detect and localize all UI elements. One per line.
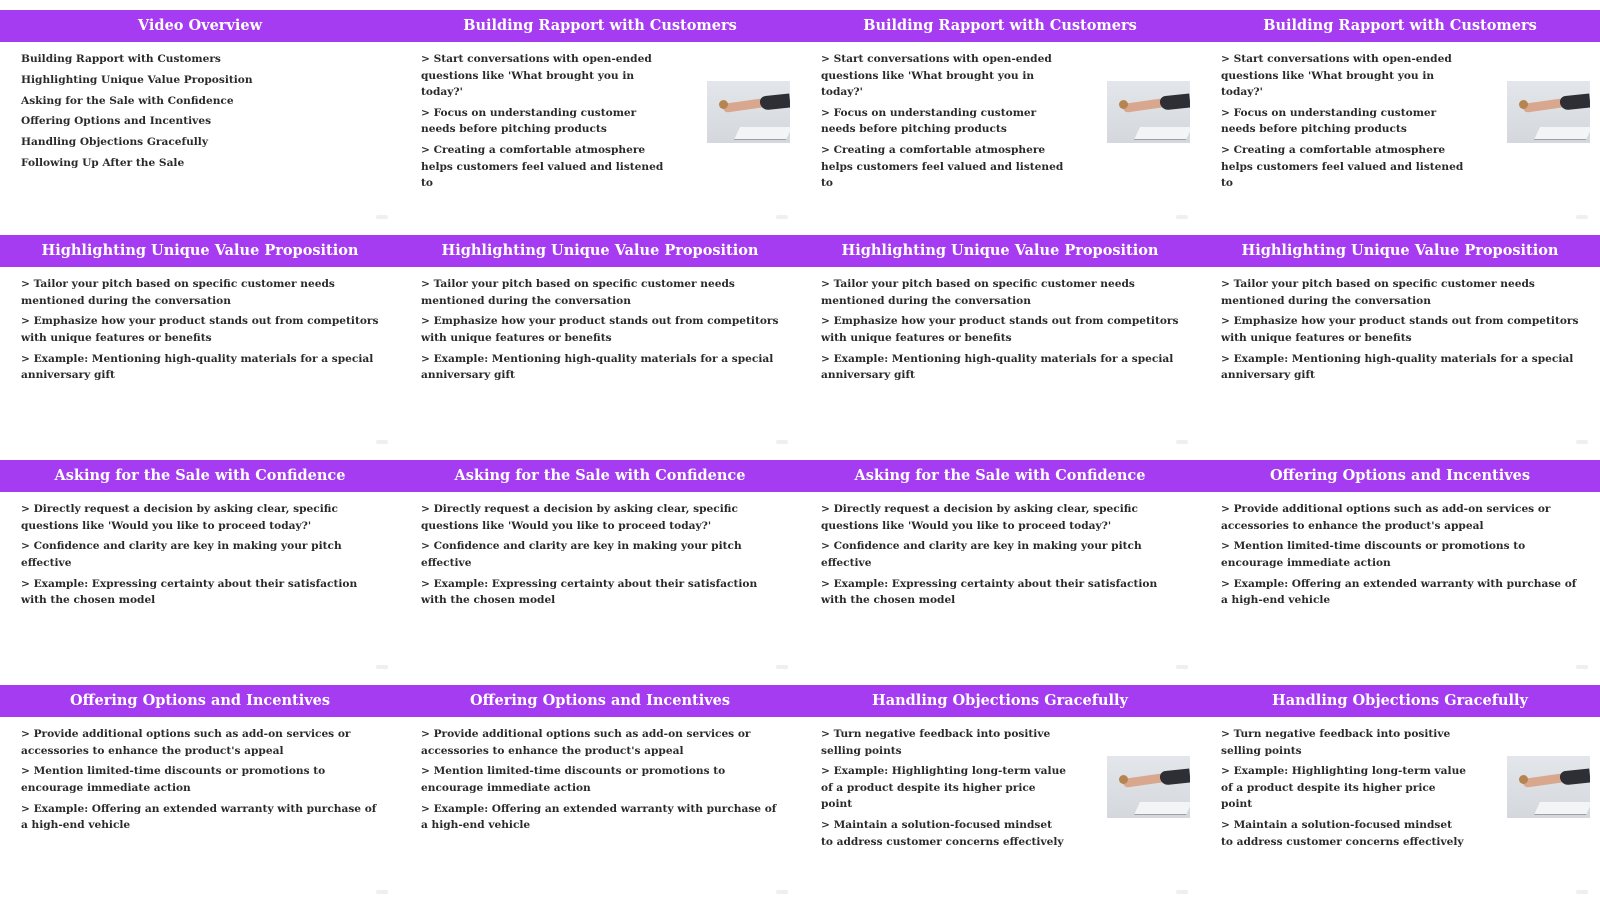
watermark-logo [1176, 440, 1188, 444]
bullet-item: > Provide additional options such as add-on services or accessories to enhance the product's appeal [21, 728, 351, 757]
watermark-logo [1176, 890, 1188, 894]
watermark-logo [376, 665, 388, 669]
slide-unique-value[interactable] [800, 225, 1200, 450]
slide-title: Offering Options and Incentives [400, 685, 800, 717]
bullet-item: > Maintain a solution-focused mindset to address customer concerns effectively [821, 819, 1064, 848]
slide-title: Offering Options and Incentives [1200, 460, 1600, 492]
slide-bullets [821, 726, 1066, 855]
overview-list [21, 51, 381, 176]
bullet-item: > Start conversations with open-ended questions like 'What brought you in today?' [1221, 53, 1452, 98]
overview-item: Highlighting Unique Value Proposition [21, 73, 253, 86]
slide-handling-objections[interactable] [800, 675, 1200, 900]
bullet-item: > Example: Mentioning high-quality materials for a special anniversary gift [21, 352, 374, 382]
bullet-item: > Example: Mentioning high-quality materials for a special anniversary gift [821, 352, 1174, 382]
watermark-logo [376, 215, 388, 219]
bullet-item: > Creating a comfortable atmosphere helps customers feel valued and listened to [1221, 144, 1464, 190]
slide-offering-options[interactable] [400, 675, 800, 900]
slide-bullets [1221, 501, 1581, 613]
overview-item: Building Rapport with Customers [21, 53, 221, 65]
watermark-logo [376, 890, 388, 894]
bullet-item: > Mention limited-time discounts or promotions to encourage immediate action [21, 765, 326, 794]
slide-asking-for-sale[interactable] [400, 450, 800, 675]
bullet-item: > Focus on understanding customer needs before pitching products [421, 106, 637, 136]
bullet-item: > Example: Offering an extended warranty with purchase of a high-end vehicle [1221, 577, 1577, 607]
bullet-item: > Confidence and clarity are key in making your pitch effective [821, 540, 1142, 569]
slide-unique-value[interactable] [1200, 225, 1600, 450]
bullet-item: > Provide additional options such as add-on services or accessories to enhance the product's appeal [1221, 503, 1551, 532]
watermark-logo [776, 665, 788, 669]
bullet-item: > Emphasize how your product stands out from competitors with unique features or benefits [21, 315, 379, 344]
slide-asking-for-sale[interactable] [0, 450, 400, 675]
slide-building-rapport[interactable] [800, 0, 1200, 225]
slide-bullets [21, 501, 381, 613]
slide-title: Handling Objections Gracefully [1200, 685, 1600, 717]
slide-bullets [1221, 276, 1581, 388]
slide-bullets [1221, 51, 1466, 196]
watermark-logo [1576, 215, 1588, 219]
slide-offering-options[interactable] [0, 675, 400, 900]
watermark-logo [776, 440, 788, 444]
bullet-item: > Start conversations with open-ended questions like 'What brought you in today?' [821, 53, 1052, 98]
slide-title: Asking for the Sale with Confidence [400, 460, 800, 492]
slide-title: Building Rapport with Customers [400, 10, 800, 42]
slide-title: Asking for the Sale with Confidence [800, 460, 1200, 492]
bullet-item: > Emphasize how your product stands out from competitors with unique features or benefits [421, 315, 779, 344]
bullet-item: > Example: Highlighting long-term value of a product despite its higher price point [821, 765, 1067, 811]
handshake-image [1107, 756, 1190, 818]
slide-title: Asking for the Sale with Confidence [0, 460, 400, 492]
bullet-item: > Directly request a decision by asking clear, specific questions like 'Would you like to proceed today?' [21, 503, 338, 532]
bullet-item: > Creating a comfortable atmosphere helps customers feel valued and listened to [821, 144, 1064, 190]
slide-unique-value[interactable] [400, 225, 800, 450]
slide-title: Offering Options and Incentives [0, 685, 400, 717]
slide-bullets [21, 726, 381, 838]
overview-item: Handling Objections Gracefully [21, 136, 208, 149]
slide-building-rapport[interactable] [1200, 0, 1600, 225]
handshake-image [1507, 756, 1590, 818]
overview-item: Offering Options and Incentives [21, 115, 212, 128]
slide-bullets [421, 51, 666, 196]
slide-title: Highlighting Unique Value Proposition [800, 235, 1200, 267]
slide-building-rapport[interactable] [400, 0, 800, 225]
bullet-item: > Example: Expressing certainty about their satisfaction with the chosen model [421, 577, 758, 607]
bullet-item: > Example: Expressing certainty about their satisfaction with the chosen model [821, 577, 1158, 607]
slide-title: Highlighting Unique Value Proposition [400, 235, 800, 267]
slide-bullets [21, 276, 381, 388]
overview-item: Asking for the Sale with Confidence [21, 94, 234, 107]
bullet-item: > Confidence and clarity are key in making your pitch effective [21, 540, 342, 569]
slide-bullets [821, 51, 1066, 196]
slide-title: Highlighting Unique Value Proposition [1200, 235, 1600, 267]
watermark-logo [1576, 890, 1588, 894]
bullet-item: > Creating a comfortable atmosphere helps customers feel valued and listened to [421, 144, 664, 190]
bullet-item: > Emphasize how your product stands out from competitors with unique features or benefits [1221, 315, 1579, 344]
slide-bullets [421, 276, 781, 388]
slide-title: Building Rapport with Customers [800, 10, 1200, 42]
slide-offering-options[interactable] [1200, 450, 1600, 675]
bullet-item: > Example: Offering an extended warranty with purchase of a high-end vehicle [21, 802, 377, 832]
watermark-logo [1576, 440, 1588, 444]
handshake-image [1507, 81, 1590, 143]
bullet-item: > Turn negative feedback into positive selling points [1221, 728, 1451, 757]
bullet-item: > Tailor your pitch based on specific customer needs mentioned during the conversation [821, 278, 1135, 307]
bullet-item: > Tailor your pitch based on specific customer needs mentioned during the conversation [421, 278, 735, 307]
watermark-logo [1176, 215, 1188, 219]
bullet-item: > Focus on understanding customer needs before pitching products [1221, 106, 1437, 136]
slide-bullets [421, 501, 781, 613]
watermark-logo [1176, 665, 1188, 669]
bullet-item: > Mention limited-time discounts or promotions to encourage immediate action [1221, 540, 1526, 569]
watermark-logo [376, 440, 388, 444]
bullet-item: > Tailor your pitch based on specific customer needs mentioned during the conversation [21, 278, 335, 307]
overview-item: Following Up After the Sale [21, 156, 185, 169]
bullet-item: > Maintain a solution-focused mindset to address customer concerns effectively [1221, 819, 1464, 848]
bullet-item: > Example: Mentioning high-quality materials for a special anniversary gift [1221, 352, 1574, 382]
slide-title: Highlighting Unique Value Proposition [0, 235, 400, 267]
bullet-item: > Emphasize how your product stands out from competitors with unique features or benefits [821, 315, 1179, 344]
bullet-item: > Focus on understanding customer needs before pitching products [821, 106, 1037, 136]
bullet-item: > Example: Offering an extended warranty with purchase of a high-end vehicle [421, 802, 777, 832]
bullet-item: > Turn negative feedback into positive selling points [821, 728, 1051, 757]
slide-handling-objections[interactable] [1200, 675, 1600, 900]
slide-asking-for-sale[interactable] [800, 450, 1200, 675]
bullet-item: > Example: Mentioning high-quality materials for a special anniversary gift [421, 352, 774, 382]
watermark-logo [1576, 665, 1588, 669]
bullet-item: > Example: Highlighting long-term value of a product despite its higher price point [1221, 765, 1467, 811]
slide-title: Handling Objections Gracefully [800, 685, 1200, 717]
slide-bullets [821, 501, 1181, 613]
bullet-item: > Mention limited-time discounts or promotions to encourage immediate action [421, 765, 726, 794]
bullet-item: > Start conversations with open-ended questions like 'What brought you in today?' [421, 53, 652, 98]
bullet-item: > Provide additional options such as add-on services or accessories to enhance the product's appeal [421, 728, 751, 757]
slide-video-overview[interactable] [0, 0, 400, 225]
slide-bullets [1221, 726, 1466, 855]
slide-bullets [421, 726, 781, 838]
bullet-item: > Confidence and clarity are key in making your pitch effective [421, 540, 742, 569]
watermark-logo [776, 890, 788, 894]
bullet-item: > Directly request a decision by asking clear, specific questions like 'Would you like to proceed today?' [421, 503, 738, 532]
slide-title: Building Rapport with Customers [1200, 10, 1600, 42]
watermark-logo [776, 215, 788, 219]
slide-title: Video Overview [0, 10, 400, 42]
handshake-image [707, 81, 790, 143]
handshake-image [1107, 81, 1190, 143]
slide-bullets [821, 276, 1181, 388]
slide-unique-value[interactable] [0, 225, 400, 450]
bullet-item: > Directly request a decision by asking clear, specific questions like 'Would you like to proceed today?' [821, 503, 1138, 532]
bullet-item: > Tailor your pitch based on specific customer needs mentioned during the conversation [1221, 278, 1535, 307]
bullet-item: > Example: Expressing certainty about their satisfaction with the chosen model [21, 577, 358, 607]
